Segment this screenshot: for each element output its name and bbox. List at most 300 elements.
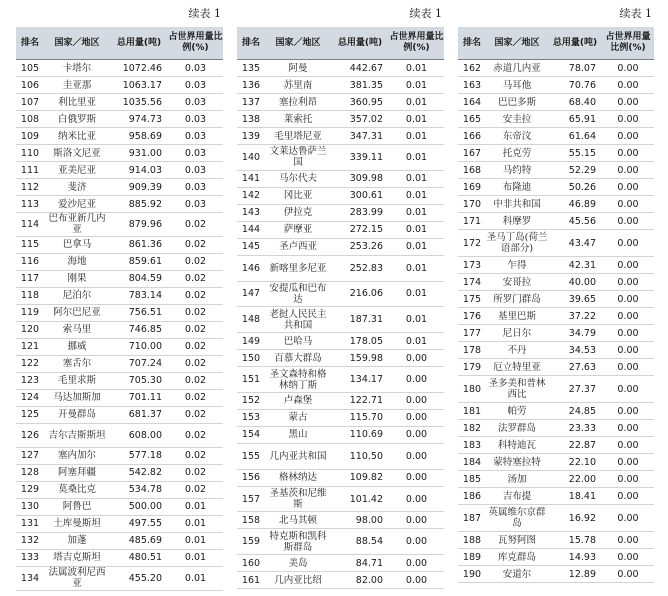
header-share: 占世界用量比例(%) bbox=[168, 27, 223, 60]
total-cell: 707.24 bbox=[110, 355, 168, 372]
header-country: 国家／地区 bbox=[265, 27, 331, 60]
table-row bbox=[458, 403, 654, 420]
share-cell: 0.00 bbox=[389, 512, 444, 529]
country-cell: 几内亚比绍 bbox=[265, 572, 331, 589]
share-cell: 0.01 bbox=[389, 60, 444, 77]
total-cell: 885.92 bbox=[110, 196, 168, 213]
total-cell: 110.69 bbox=[331, 426, 389, 443]
share-cell: 0.01 bbox=[389, 333, 444, 350]
total-cell: 300.61 bbox=[331, 187, 389, 204]
rank-cell: 163 bbox=[458, 77, 486, 94]
rank-cell: 182 bbox=[458, 420, 486, 437]
rank-cell: 165 bbox=[458, 111, 486, 128]
country-cell: 苏里南 bbox=[265, 77, 331, 94]
country-cell: 美岛 bbox=[265, 555, 331, 572]
table-row bbox=[237, 204, 444, 221]
share-cell: 0.00 bbox=[602, 274, 654, 291]
country-cell: 特克斯和凯科斯群岛 bbox=[265, 529, 331, 555]
total-cell: 309.98 bbox=[331, 170, 389, 187]
country-cell: 塞内加尔 bbox=[44, 447, 110, 464]
rank-cell: 137 bbox=[237, 94, 265, 111]
table-panel-3 bbox=[458, 0, 654, 583]
data-table bbox=[237, 27, 444, 589]
rank-cell: 186 bbox=[458, 488, 486, 505]
table-row bbox=[16, 60, 223, 77]
rank-cell: 115 bbox=[16, 236, 44, 253]
total-cell: 705.30 bbox=[110, 372, 168, 389]
country-cell: 尼泊尔 bbox=[44, 287, 110, 304]
total-cell: 110.50 bbox=[331, 443, 389, 469]
country-cell: 汤加 bbox=[486, 471, 548, 488]
country-cell: 基里巴斯 bbox=[486, 308, 548, 325]
share-cell: 0.00 bbox=[389, 486, 444, 512]
share-cell: 0.01 bbox=[389, 128, 444, 145]
total-cell: 22.00 bbox=[548, 471, 602, 488]
share-cell: 0.00 bbox=[389, 469, 444, 486]
rank-cell: 147 bbox=[237, 281, 265, 307]
header-total: 总用量(吨) bbox=[110, 27, 168, 60]
share-cell: 0.00 bbox=[602, 179, 654, 196]
total-cell: 82.00 bbox=[331, 572, 389, 589]
rank-cell: 180 bbox=[458, 376, 486, 403]
table-row bbox=[458, 179, 654, 196]
table-row bbox=[16, 338, 223, 355]
country-cell: 厄立特里亚 bbox=[486, 359, 548, 376]
table-row bbox=[237, 529, 444, 555]
rank-cell: 159 bbox=[237, 529, 265, 555]
data-table bbox=[458, 27, 654, 583]
country-cell: 阿曼 bbox=[265, 60, 331, 77]
header-total: 总用量(吨) bbox=[331, 27, 389, 60]
share-cell: 0.00 bbox=[602, 257, 654, 274]
table-row bbox=[458, 376, 654, 403]
total-cell: 115.70 bbox=[331, 409, 389, 426]
country-cell: 圣多美和普林西比 bbox=[486, 376, 548, 403]
rank-cell: 113 bbox=[16, 196, 44, 213]
table-row bbox=[16, 355, 223, 372]
share-cell: 0.00 bbox=[602, 60, 654, 77]
rank-cell: 171 bbox=[458, 213, 486, 230]
table-row bbox=[237, 145, 444, 171]
table-row bbox=[16, 111, 223, 128]
country-cell: 亚美尼亚 bbox=[44, 162, 110, 179]
share-cell: 0.02 bbox=[168, 423, 223, 447]
rank-cell: 129 bbox=[16, 481, 44, 498]
continued-label: 续表 1 bbox=[409, 7, 442, 20]
total-cell: 27.63 bbox=[548, 359, 602, 376]
total-cell: 43.47 bbox=[548, 230, 602, 257]
rank-cell: 185 bbox=[458, 471, 486, 488]
total-cell: 22.87 bbox=[548, 437, 602, 454]
rank-cell: 124 bbox=[16, 389, 44, 406]
country-cell: 斐济 bbox=[44, 179, 110, 196]
share-cell: 0.01 bbox=[168, 566, 223, 590]
rank-cell: 183 bbox=[458, 437, 486, 454]
country-cell: 法罗群岛 bbox=[486, 420, 548, 437]
total-cell: 804.59 bbox=[110, 270, 168, 287]
share-cell: 0.01 bbox=[389, 221, 444, 238]
rank-cell: 128 bbox=[16, 464, 44, 481]
rank-cell: 184 bbox=[458, 454, 486, 471]
total-cell: 27.37 bbox=[548, 376, 602, 403]
table-row bbox=[458, 60, 654, 77]
share-cell: 0.02 bbox=[168, 389, 223, 406]
share-cell: 0.00 bbox=[602, 359, 654, 376]
country-cell: 爱沙尼亚 bbox=[44, 196, 110, 213]
table-row bbox=[237, 77, 444, 94]
rank-cell: 169 bbox=[458, 179, 486, 196]
share-cell: 0.00 bbox=[602, 437, 654, 454]
table-row bbox=[458, 566, 654, 583]
share-cell: 0.02 bbox=[168, 355, 223, 372]
table-row bbox=[237, 94, 444, 111]
rank-cell: 178 bbox=[458, 342, 486, 359]
total-cell: 15.78 bbox=[548, 532, 602, 549]
table-row bbox=[16, 128, 223, 145]
total-cell: 542.82 bbox=[110, 464, 168, 481]
country-cell: 阿塞拜疆 bbox=[44, 464, 110, 481]
total-cell: 50.26 bbox=[548, 179, 602, 196]
rank-cell: 114 bbox=[16, 213, 44, 237]
share-cell: 0.00 bbox=[602, 94, 654, 111]
total-cell: 34.53 bbox=[548, 342, 602, 359]
share-cell: 0.00 bbox=[602, 454, 654, 471]
rank-cell: 145 bbox=[237, 238, 265, 255]
table-row bbox=[458, 532, 654, 549]
rank-cell: 143 bbox=[237, 204, 265, 221]
country-cell: 乍得 bbox=[486, 257, 548, 274]
rank-cell: 153 bbox=[237, 409, 265, 426]
share-cell: 0.01 bbox=[389, 281, 444, 307]
rank-cell: 188 bbox=[458, 532, 486, 549]
total-cell: 134.17 bbox=[331, 367, 389, 393]
country-cell: 毛里求斯 bbox=[44, 372, 110, 389]
rank-cell: 154 bbox=[237, 426, 265, 443]
total-cell: 70.76 bbox=[548, 77, 602, 94]
rank-cell: 112 bbox=[16, 179, 44, 196]
header-country: 国家／地区 bbox=[44, 27, 110, 60]
country-cell: 马达加斯加 bbox=[44, 389, 110, 406]
share-cell: 0.00 bbox=[602, 566, 654, 583]
country-cell: 卡塔尔 bbox=[44, 60, 110, 77]
share-cell: 0.01 bbox=[389, 238, 444, 255]
share-cell: 0.00 bbox=[602, 403, 654, 420]
total-cell: 681.37 bbox=[110, 406, 168, 423]
country-cell: 挪威 bbox=[44, 338, 110, 355]
rank-cell: 160 bbox=[237, 555, 265, 572]
table-row bbox=[458, 77, 654, 94]
rank-cell: 133 bbox=[16, 549, 44, 566]
rank-cell: 181 bbox=[458, 403, 486, 420]
country-cell: 库克群岛 bbox=[486, 549, 548, 566]
rank-cell: 162 bbox=[458, 60, 486, 77]
country-cell: 卢森堡 bbox=[265, 392, 331, 409]
rank-cell: 142 bbox=[237, 187, 265, 204]
table-row bbox=[237, 255, 444, 281]
table-row bbox=[16, 287, 223, 304]
table-row bbox=[237, 392, 444, 409]
share-cell: 0.00 bbox=[389, 409, 444, 426]
table-row bbox=[16, 532, 223, 549]
table-row bbox=[16, 423, 223, 447]
total-cell: 442.67 bbox=[331, 60, 389, 77]
table-row bbox=[16, 253, 223, 270]
table-row bbox=[458, 94, 654, 111]
share-cell: 0.00 bbox=[389, 529, 444, 555]
total-cell: 46.89 bbox=[548, 196, 602, 213]
total-cell: 84.71 bbox=[331, 555, 389, 572]
rank-cell: 126 bbox=[16, 423, 44, 447]
continued-label: 续表 1 bbox=[619, 7, 652, 20]
rank-cell: 189 bbox=[458, 549, 486, 566]
table-row bbox=[16, 549, 223, 566]
rank-cell: 106 bbox=[16, 77, 44, 94]
table-row bbox=[16, 389, 223, 406]
share-cell: 0.00 bbox=[602, 342, 654, 359]
rank-cell: 111 bbox=[16, 162, 44, 179]
share-cell: 0.00 bbox=[602, 308, 654, 325]
share-cell: 0.00 bbox=[602, 376, 654, 403]
share-cell: 0.01 bbox=[168, 498, 223, 515]
country-cell: 圣文森特和格林纳丁斯 bbox=[265, 367, 331, 393]
share-cell: 0.00 bbox=[389, 392, 444, 409]
share-cell: 0.02 bbox=[168, 406, 223, 423]
rank-cell: 152 bbox=[237, 392, 265, 409]
rank-cell: 172 bbox=[458, 230, 486, 257]
total-cell: 577.18 bbox=[110, 447, 168, 464]
country-cell: 北马其顿 bbox=[265, 512, 331, 529]
header-share: 占世界用量比例(%) bbox=[602, 27, 654, 60]
rank-cell: 148 bbox=[237, 307, 265, 333]
country-cell: 科特迪瓦 bbox=[486, 437, 548, 454]
country-cell: 斯洛文尼亚 bbox=[44, 145, 110, 162]
share-cell: 0.00 bbox=[602, 77, 654, 94]
table-row bbox=[16, 304, 223, 321]
share-cell: 0.00 bbox=[602, 532, 654, 549]
rank-cell: 167 bbox=[458, 145, 486, 162]
country-cell: 安道尔 bbox=[486, 566, 548, 583]
table-row bbox=[458, 291, 654, 308]
country-cell: 吉布提 bbox=[486, 488, 548, 505]
total-cell: 958.69 bbox=[110, 128, 168, 145]
country-cell: 布隆迪 bbox=[486, 179, 548, 196]
rank-cell: 166 bbox=[458, 128, 486, 145]
share-cell: 0.03 bbox=[168, 128, 223, 145]
rank-cell: 179 bbox=[458, 359, 486, 376]
rank-cell: 107 bbox=[16, 94, 44, 111]
total-cell: 109.82 bbox=[331, 469, 389, 486]
total-cell: 61.64 bbox=[548, 128, 602, 145]
table-row bbox=[458, 420, 654, 437]
total-cell: 16.92 bbox=[548, 505, 602, 532]
total-cell: 381.35 bbox=[331, 77, 389, 94]
rank-cell: 161 bbox=[237, 572, 265, 589]
table-row bbox=[237, 307, 444, 333]
country-cell: 中非共和国 bbox=[486, 196, 548, 213]
rank-cell: 139 bbox=[237, 128, 265, 145]
country-cell: 伊拉克 bbox=[265, 204, 331, 221]
rank-cell: 173 bbox=[458, 257, 486, 274]
total-cell: 710.00 bbox=[110, 338, 168, 355]
country-cell: 阿鲁巴 bbox=[44, 498, 110, 515]
table-row bbox=[16, 77, 223, 94]
country-cell: 利比里亚 bbox=[44, 94, 110, 111]
table-row bbox=[458, 471, 654, 488]
table-row bbox=[16, 566, 223, 590]
country-cell: 白俄罗斯 bbox=[44, 111, 110, 128]
share-cell: 0.00 bbox=[602, 230, 654, 257]
total-cell: 23.33 bbox=[548, 420, 602, 437]
country-cell: 东帝汶 bbox=[486, 128, 548, 145]
header-rank: 排名 bbox=[237, 27, 265, 60]
total-cell: 22.10 bbox=[548, 454, 602, 471]
country-cell: 黑山 bbox=[265, 426, 331, 443]
table-row bbox=[16, 145, 223, 162]
table-row bbox=[237, 512, 444, 529]
share-cell: 0.02 bbox=[168, 338, 223, 355]
share-cell: 0.00 bbox=[602, 128, 654, 145]
country-cell: 尼日尔 bbox=[486, 325, 548, 342]
total-cell: 859.61 bbox=[110, 253, 168, 270]
rank-cell: 119 bbox=[16, 304, 44, 321]
country-cell: 老挝人民民主共和国 bbox=[265, 307, 331, 333]
rank-cell: 168 bbox=[458, 162, 486, 179]
rank-cell: 125 bbox=[16, 406, 44, 423]
total-cell: 914.03 bbox=[110, 162, 168, 179]
country-cell: 格林纳达 bbox=[265, 469, 331, 486]
share-cell: 0.01 bbox=[389, 170, 444, 187]
total-cell: 485.69 bbox=[110, 532, 168, 549]
header-rank: 排名 bbox=[16, 27, 44, 60]
country-cell: 英属维尔京群岛 bbox=[486, 505, 548, 532]
share-cell: 0.00 bbox=[602, 420, 654, 437]
table-row bbox=[16, 94, 223, 111]
country-cell: 马耳他 bbox=[486, 77, 548, 94]
total-cell: 52.29 bbox=[548, 162, 602, 179]
share-cell: 0.00 bbox=[389, 350, 444, 367]
country-cell: 马约特 bbox=[486, 162, 548, 179]
table-row bbox=[458, 359, 654, 376]
table-row bbox=[237, 350, 444, 367]
share-cell: 0.01 bbox=[168, 515, 223, 532]
table-row bbox=[237, 170, 444, 187]
share-cell: 0.01 bbox=[168, 532, 223, 549]
rank-cell: 132 bbox=[16, 532, 44, 549]
table-row bbox=[458, 488, 654, 505]
rank-cell: 146 bbox=[237, 255, 265, 281]
country-cell: 科摩罗 bbox=[486, 213, 548, 230]
total-cell: 879.96 bbox=[110, 213, 168, 237]
country-cell: 毛里塔尼亚 bbox=[265, 128, 331, 145]
table-row bbox=[237, 333, 444, 350]
total-cell: 534.78 bbox=[110, 481, 168, 498]
share-cell: 0.00 bbox=[389, 555, 444, 572]
total-cell: 701.11 bbox=[110, 389, 168, 406]
rank-cell: 109 bbox=[16, 128, 44, 145]
table-panel-2 bbox=[237, 0, 444, 589]
share-cell: 0.01 bbox=[389, 145, 444, 171]
table-row bbox=[458, 196, 654, 213]
country-cell: 莱索托 bbox=[265, 111, 331, 128]
total-cell: 608.00 bbox=[110, 423, 168, 447]
rank-cell: 121 bbox=[16, 338, 44, 355]
total-cell: 861.36 bbox=[110, 236, 168, 253]
share-cell: 0.00 bbox=[389, 426, 444, 443]
total-cell: 65.91 bbox=[548, 111, 602, 128]
table-row bbox=[458, 213, 654, 230]
share-cell: 0.00 bbox=[602, 162, 654, 179]
share-cell: 0.00 bbox=[602, 325, 654, 342]
total-cell: 98.00 bbox=[331, 512, 389, 529]
total-cell: 272.15 bbox=[331, 221, 389, 238]
table-row bbox=[237, 221, 444, 238]
table-row bbox=[458, 325, 654, 342]
total-cell: 37.22 bbox=[548, 308, 602, 325]
rank-cell: 190 bbox=[458, 566, 486, 583]
table-row bbox=[458, 274, 654, 291]
share-cell: 0.01 bbox=[389, 255, 444, 281]
share-cell: 0.02 bbox=[168, 270, 223, 287]
table-row bbox=[16, 481, 223, 498]
total-cell: 88.54 bbox=[331, 529, 389, 555]
share-cell: 0.00 bbox=[602, 471, 654, 488]
table-panel-1 bbox=[16, 0, 223, 591]
share-cell: 0.03 bbox=[168, 145, 223, 162]
country-cell: 不丹 bbox=[486, 342, 548, 359]
rank-cell: 151 bbox=[237, 367, 265, 393]
table-row bbox=[16, 464, 223, 481]
table-row bbox=[16, 321, 223, 338]
rank-cell: 170 bbox=[458, 196, 486, 213]
table-row bbox=[16, 447, 223, 464]
share-cell: 0.01 bbox=[389, 94, 444, 111]
table-row bbox=[16, 515, 223, 532]
table-row bbox=[458, 437, 654, 454]
table-row bbox=[237, 469, 444, 486]
country-cell: 文莱达鲁萨兰国 bbox=[265, 145, 331, 171]
country-cell: 几内亚共和国 bbox=[265, 443, 331, 469]
country-cell: 圭亚那 bbox=[44, 77, 110, 94]
table-row bbox=[237, 238, 444, 255]
share-cell: 0.00 bbox=[602, 196, 654, 213]
total-cell: 360.95 bbox=[331, 94, 389, 111]
share-cell: 0.02 bbox=[168, 253, 223, 270]
total-cell: 283.99 bbox=[331, 204, 389, 221]
share-cell: 0.00 bbox=[389, 367, 444, 393]
table-row bbox=[16, 236, 223, 253]
table-row bbox=[458, 230, 654, 257]
table-row bbox=[16, 162, 223, 179]
rank-cell: 122 bbox=[16, 355, 44, 372]
rank-cell: 117 bbox=[16, 270, 44, 287]
table-row bbox=[16, 372, 223, 389]
country-cell: 索马里 bbox=[44, 321, 110, 338]
rank-cell: 116 bbox=[16, 253, 44, 270]
total-cell: 1063.17 bbox=[110, 77, 168, 94]
total-cell: 931.00 bbox=[110, 145, 168, 162]
country-cell: 加蓬 bbox=[44, 532, 110, 549]
table-row bbox=[458, 308, 654, 325]
total-cell: 347.31 bbox=[331, 128, 389, 145]
country-cell: 萨摩亚 bbox=[265, 221, 331, 238]
country-cell: 法属波利尼西亚 bbox=[44, 566, 110, 590]
total-cell: 159.98 bbox=[331, 350, 389, 367]
continued-label: 续表 1 bbox=[188, 7, 221, 20]
country-cell: 阿尔巴尼亚 bbox=[44, 304, 110, 321]
total-cell: 14.93 bbox=[548, 549, 602, 566]
total-cell: 252.83 bbox=[331, 255, 389, 281]
country-cell: 塞舌尔 bbox=[44, 355, 110, 372]
